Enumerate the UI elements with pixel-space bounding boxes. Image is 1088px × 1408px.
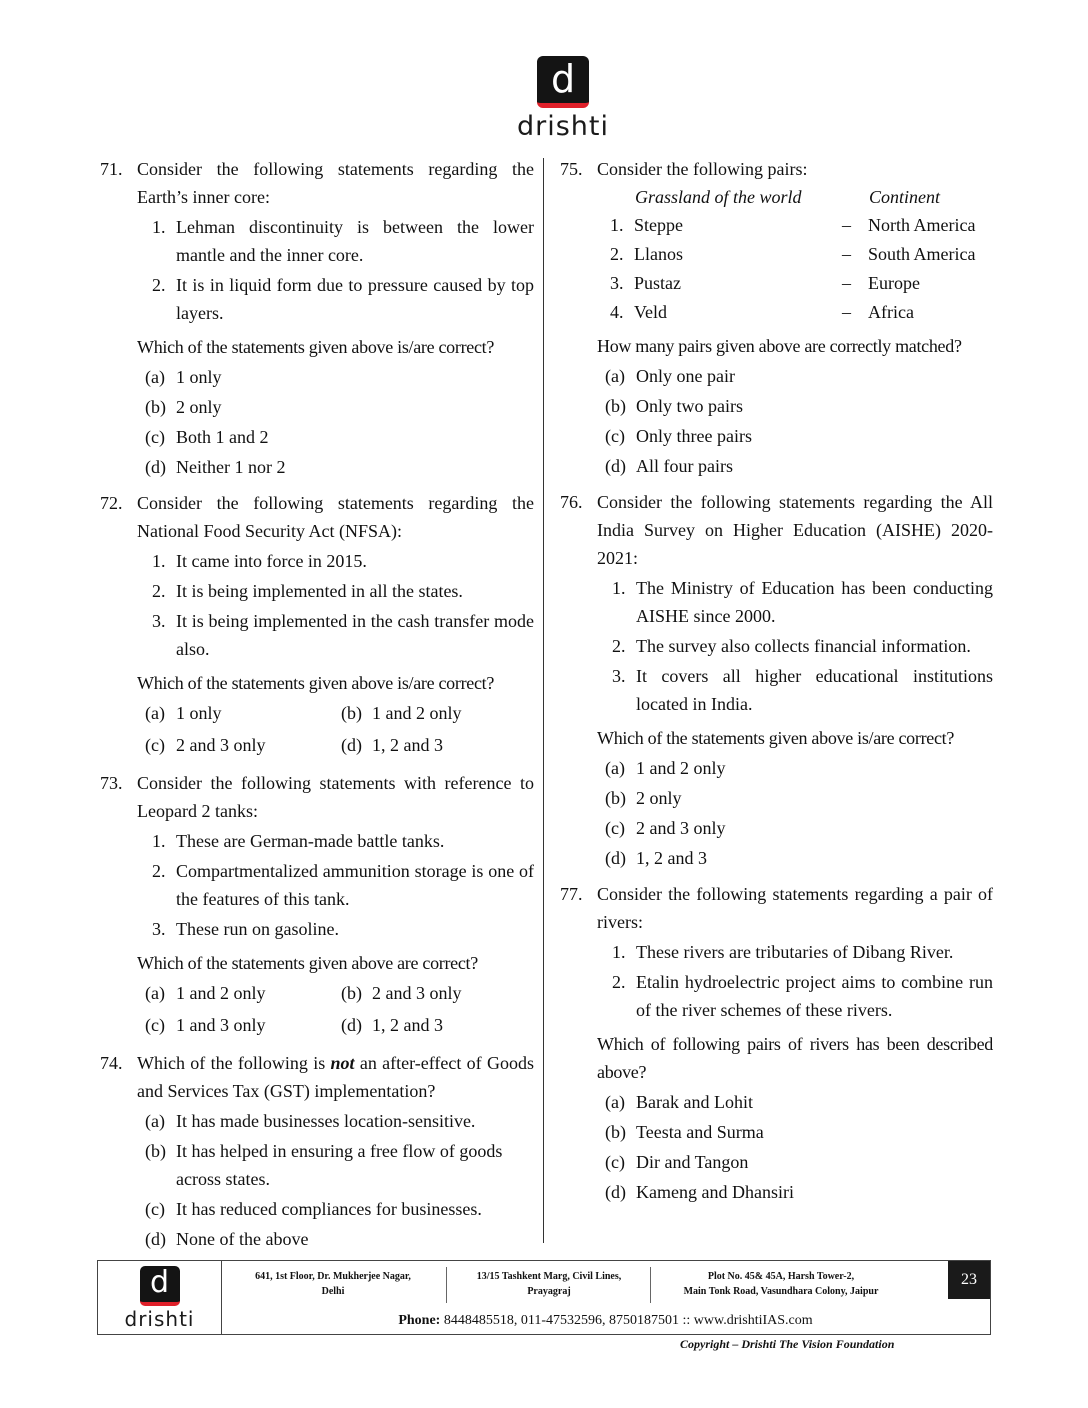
question-75: [560, 155, 993, 480]
question-prompt: Which of following pairs of rivers has been described above?: [597, 1034, 993, 1082]
address-prayagraj: 13/15 Tashkent Marg, Civil Lines, Prayagraj: [476, 1271, 622, 1297]
header-logo: [514, 56, 612, 142]
statement: 2. Etalin hydroelectric project aims to combine run of the river schemes of these rivers.: [612, 972, 993, 1020]
option-c: (c) 2 and 3 only: [605, 818, 726, 838]
question-71: [100, 155, 534, 481]
contact-line: Phone: 8448485518, 011-47532596, 8750187501 :: www.drishtiIAS.com: [398, 1313, 813, 1328]
option-c: (c) Both 1 and 2: [145, 427, 269, 447]
logo-d-icon: [537, 56, 589, 108]
pair-row: 3. Pustaz – Europe: [610, 273, 920, 293]
option-c: (c) Only three pairs: [605, 426, 752, 446]
question-text: Which of the following is not an after-effect of Goods and Services Tax (GST) implementation?: [137, 1053, 534, 1101]
emphasis-not: not: [330, 1053, 355, 1073]
question-prompt: How many pairs given above are correctly matched?: [597, 336, 962, 356]
statement: 2. It is in liquid form due to pressure caused by top layers.: [152, 275, 534, 323]
copyright: Copyright – Drishti The Vision Foundation: [680, 1337, 895, 1351]
option-b: (b) Only two pairs: [605, 396, 743, 416]
option-d: (d) Kameng and Dhansiri: [605, 1182, 794, 1202]
footer-separator: [446, 1267, 447, 1303]
question-number: 77.: [560, 884, 583, 904]
logo-d-icon: d: [140, 1266, 180, 1306]
address-jaipur: Plot No. 45& 45A, Harsh Tower-2, Main Tonk Road, Vasundhara Colony, Jaipur: [683, 1271, 879, 1297]
question-text: Consider the following statements regarding a pair of rivers:: [597, 884, 993, 932]
statement: 1. These rivers are tributaries of Dibang River.: [612, 942, 954, 962]
option-a: (a) 1 and 2 only: [605, 758, 726, 778]
option-a: (a) It has made businesses location-sensitive.: [145, 1111, 476, 1131]
question-text: Consider the following statements regarding the Earth’s inner core:: [137, 159, 534, 207]
option-b: (b) 2 only: [605, 788, 682, 808]
question-prompt: Which of the statements given above is/are correct?: [137, 337, 495, 357]
option-a: (a) 1 only: [145, 703, 222, 723]
question-74: [100, 1049, 534, 1253]
question-number: 72.: [100, 493, 123, 513]
statement: 2. It is being implemented in all the states.: [152, 581, 463, 601]
question-77: [560, 880, 993, 1206]
pair-row: 4. Veld – Africa: [610, 302, 914, 322]
statement: 1. The Ministry of Education has been conducting AISHE since 2000.: [612, 578, 993, 626]
option-c: (c) Dir and Tangon: [605, 1152, 749, 1172]
pair-row: 1. Steppe – North America: [610, 215, 976, 235]
question-73: [100, 769, 534, 1041]
option-a: (a) 1 only: [145, 367, 222, 387]
column-divider: [543, 158, 544, 1243]
left-column: [100, 155, 534, 1261]
pair-row: 2. Llanos – South America: [610, 244, 976, 264]
option-b: (b) It has helped in ensuring a free flow of goods across states.: [145, 1141, 503, 1189]
logo-wordmark: drishti: [516, 111, 609, 142]
question-text: Consider the following statements regarding the National Food Security Act (NFSA):: [137, 493, 534, 541]
option-a: (a) Only one pair: [605, 366, 735, 386]
pairs-header: [635, 183, 993, 211]
footer-separator: [650, 1267, 651, 1303]
option-d: (d) 1, 2 and 3: [341, 735, 443, 755]
phone-numbers: 8448485518, 011-47532596, 8750187501 :: www.drishtiIAS.com: [443, 1313, 813, 1328]
option-b: (b) 2 and 3 only: [341, 983, 462, 1003]
question-prompt: Which of the statements given above is/are correct?: [137, 673, 495, 693]
question-prompt: Which of the statements given above are correct?: [137, 953, 478, 973]
option-d: (d) None of the above: [145, 1229, 309, 1249]
question-72: [100, 489, 534, 761]
statement: 1. It came into force in 2015.: [152, 551, 367, 571]
footer-logo: d drishti: [98, 1261, 222, 1334]
question-text: Consider the following statements with reference to Leopard 2 tanks:: [137, 773, 534, 821]
option-d: (d) All four pairs: [605, 456, 733, 476]
address-delhi: 641, 1st Floor, Dr. Mukherjee Nagar, Delhi: [255, 1271, 411, 1297]
statement: 2. The survey also collects financial information.: [612, 636, 971, 656]
option-d: (d) Neither 1 nor 2: [145, 457, 286, 477]
option-a: (a) 1 and 2 only: [145, 983, 266, 1003]
right-column: [560, 155, 993, 1214]
question-76: [560, 488, 993, 872]
pairs-column-1: Grassland of the world: [635, 187, 802, 207]
option-d: (d) 1, 2 and 3: [341, 1015, 443, 1035]
question-number: 73.: [100, 773, 123, 793]
option-c: (c) It has reduced compliances for businesses.: [145, 1199, 482, 1219]
question-prompt: Which of the statements given above is/are correct?: [597, 728, 955, 748]
option-a: (a) Barak and Lohit: [605, 1092, 753, 1112]
statement: 2. Compartmentalized ammunition storage is one of the features of this tank.: [152, 861, 534, 909]
option-b: (b) 2 only: [145, 397, 222, 417]
question-text: Consider the following pairs:: [597, 159, 808, 179]
option-b: (b) 1 and 2 only: [341, 703, 462, 723]
statement: 1. Lehman discontinuity is between the lower mantle and the inner core.: [152, 217, 534, 265]
question-number: 75.: [560, 159, 583, 179]
statement: 3. These run on gasoline.: [152, 919, 339, 939]
question-number: 76.: [560, 492, 583, 512]
option-c: (c) 1 and 3 only: [145, 1015, 266, 1035]
question-number: 71.: [100, 159, 123, 179]
logo-letter: d: [550, 57, 576, 101]
statement: 1. These are German-made battle tanks.: [152, 831, 445, 851]
statement: 3. It is being implemented in the cash transfer mode also.: [152, 611, 534, 659]
page-number: 23: [948, 1261, 990, 1299]
question-text: Consider the following statements regarding the All India Survey on Higher Education (AISHE) 2020-2021:: [597, 492, 993, 568]
option-d: (d) 1, 2 and 3: [605, 848, 707, 868]
statement: 3. It covers all higher educational institutions located in India.: [612, 666, 993, 714]
question-number: 74.: [100, 1053, 123, 1073]
option-b: (b) Teesta and Surma: [605, 1122, 764, 1142]
option-c: (c) 2 and 3 only: [145, 735, 266, 755]
pairs-column-2: Continent: [869, 187, 940, 207]
page-footer: [97, 1260, 991, 1335]
